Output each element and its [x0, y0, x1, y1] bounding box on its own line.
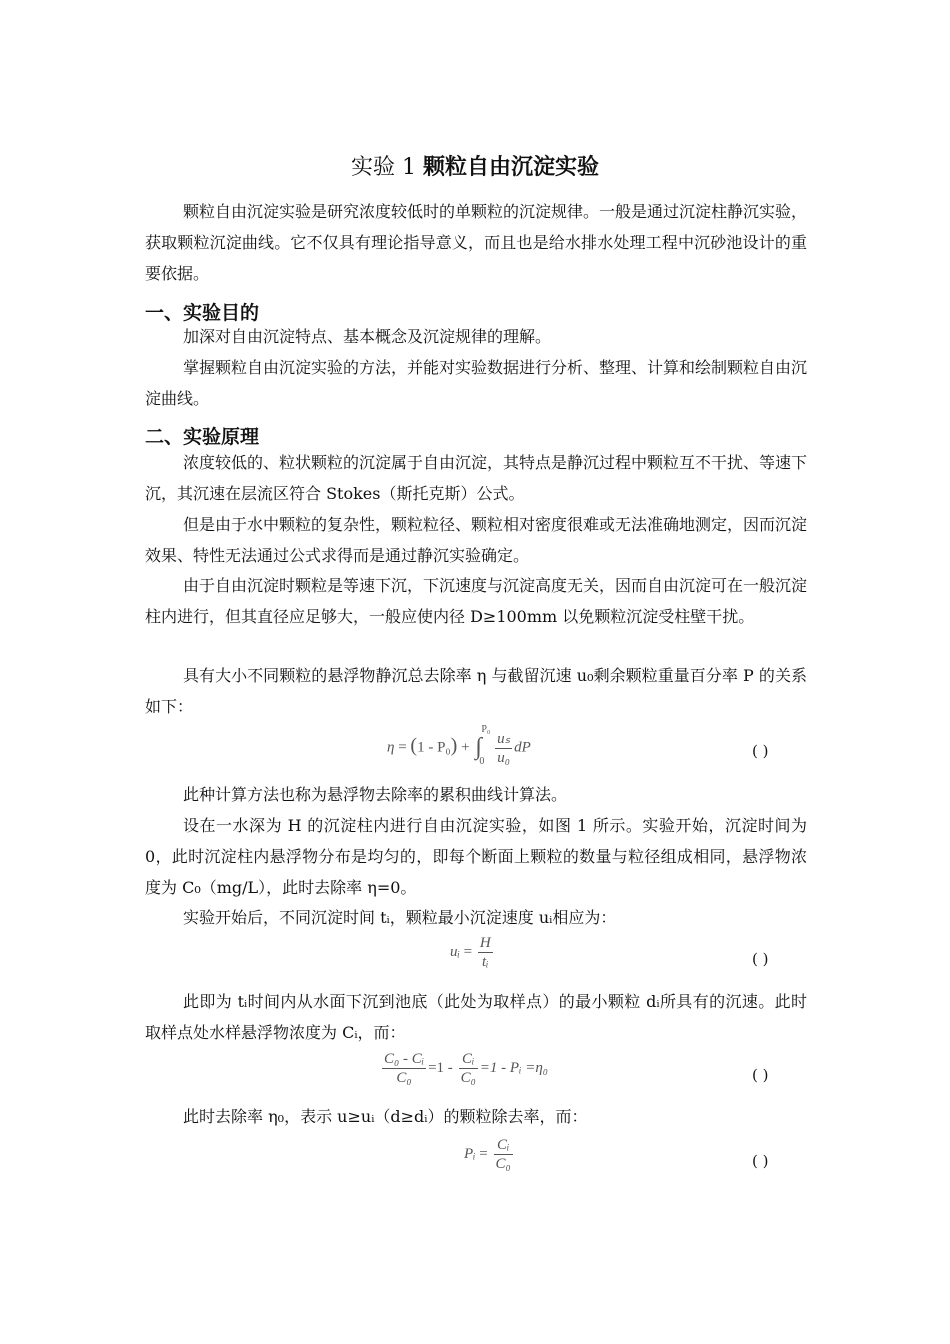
section2-paragraph-7: 实验开始后，不同沉淀时间 tᵢ，颗粒最小沉淀速度 uᵢ相应为： — [183, 908, 617, 927]
eq2-op: = — [463, 943, 473, 960]
eq3-numerator-1: C₀ - Cᵢ — [384, 1051, 425, 1067]
section1-paragraph-2: 掌握颗粒自由沉淀实验的方法，并能对实验数据进行分析、整理、计算和绘制颗粒自由沉淀曲线。 — [145, 358, 808, 408]
eq2-fraction — [478, 934, 493, 971]
equation-2 — [450, 934, 495, 971]
equation-4-number: ( ) — [752, 1152, 769, 1170]
section1-paragraph-1: 加深对自由沉淀特点、基本概念及沉淀规律的理解。 — [183, 327, 552, 346]
eq1-op: = — [398, 739, 407, 756]
eq4-fraction — [494, 1136, 513, 1173]
eq3-denominator-1: C₀ — [396, 1070, 412, 1086]
equation-3 — [380, 1050, 548, 1087]
equation-3-number: ( ) — [752, 1066, 769, 1084]
equation-4 — [464, 1136, 515, 1173]
eq4-lhs: Pᵢ — [464, 1145, 476, 1162]
section2-paragraph-9: 此时去除率 η₀，表示 u≥uᵢ（d≥dᵢ）的颗粒除去率，而： — [183, 1107, 588, 1126]
eq4-denominator: C₀ — [495, 1156, 511, 1172]
section2-paragraph-5: 此种计算方法也称为悬浮物去除率的累积曲线计算法。 — [183, 785, 568, 804]
title-main: 颗粒自由沉淀实验 — [422, 154, 599, 180]
eq1-tail: dP — [514, 739, 531, 756]
eq3-fraction-2 — [459, 1050, 478, 1087]
equation-2-number: ( ) — [752, 950, 769, 968]
eq3-denominator-2: C₀ — [460, 1070, 476, 1086]
eq1-lhs: η — [387, 739, 395, 756]
eq3-middle-2: =1 - Pᵢ =η₀ — [479, 1059, 548, 1076]
eq1-lower-limit: 0 — [479, 756, 485, 767]
eq2-lhs: uᵢ — [450, 943, 460, 960]
eq3-fraction-1 — [382, 1050, 426, 1087]
eq2-numerator: H — [479, 935, 491, 951]
eq1-denominator: u₀ — [497, 749, 510, 766]
eq4-op: = — [479, 1145, 488, 1162]
page-title — [0, 150, 950, 185]
intro-paragraph: 颗粒自由沉淀实验是研究浓度较低时的单颗粒的沉淀规律。一般是通过沉淀柱静沉实验，获取颗粒沉淀曲线。它不仅具有理论指导意义，而且也是给水排水处理工程中沉砂池设计的重要依据。 — [145, 202, 808, 283]
eq3-middle-1: =1 - — [428, 1059, 457, 1076]
section2-paragraph-1: 浓度较低的、粒状颗粒的沉淀属于自由沉淀，其特点是静沉过程中颗粒互不干扰、等速下沉，其沉速在层流区符合 Stokes（斯托克斯）公式。 — [145, 453, 808, 503]
eq1-plus: + — [461, 739, 470, 756]
equation-1: η = (1 - P₀) + ∫ P₀ 0 $\frac{\text{uₛ}}{\text{u₀}}$ dP — [387, 724, 531, 767]
eq1-term: 1 - P₀ — [417, 739, 451, 756]
equation-1-number: ( ) — [752, 742, 769, 760]
title-prefix: 实验 1 — [351, 155, 423, 180]
section2-paragraph-4: 具有大小不同颗粒的悬浮物静沉总去除率 η 与截留沉速 u₀剩余颗粒重量百分率 P 的关系如下： — [145, 666, 807, 716]
section2-paragraph-6: 设在一水深为 H 的沉淀柱内进行自由沉淀实验，如图 1 所示。实验开始，沉淀时间为 0，此时沉淀柱内悬浮物分布是均匀的，即每个断面上颗粒的数量与粒径组成相同，悬浮物浓度为 C₀（mg/L），此时去除率 η=0。 — [145, 816, 807, 897]
section1-heading: 一、实验目的 — [145, 302, 260, 324]
eq1-upper-limit: P₀ — [481, 724, 491, 735]
eq4-numerator: Cᵢ — [494, 1136, 513, 1155]
eq2-denominator: tᵢ — [481, 954, 489, 970]
eq3-numerator-2: Cᵢ — [459, 1050, 478, 1069]
eq1-fraction — [495, 730, 512, 767]
eq1-numerator: uₛ — [497, 730, 511, 747]
section2-paragraph-3: 由于自由沉淀时颗粒是等速下沉，下沉速度与沉淀高度无关，因而自由沉淀可在一般沉淀柱内进行，但其直径应足够大，一般应使内径 D≥100mm 以免颗粒沉淀受柱壁干扰。 — [145, 576, 808, 626]
section2-paragraph-8: 此即为 tᵢ时间内从水面下沉到池底（此处为取样点）的最小颗粒 dᵢ所具有的沉速。此时取样点处水样悬浮物浓度为 Cᵢ，而： — [145, 992, 807, 1042]
section2-paragraph-2: 但是由于水中颗粒的复杂性，颗粒粒径、颗粒相对密度很难或无法准确地测定，因而沉淀效果、特性无法通过公式求得而是通过静沉实验确定。 — [145, 515, 808, 565]
section2-heading: 二、实验原理 — [145, 426, 260, 448]
